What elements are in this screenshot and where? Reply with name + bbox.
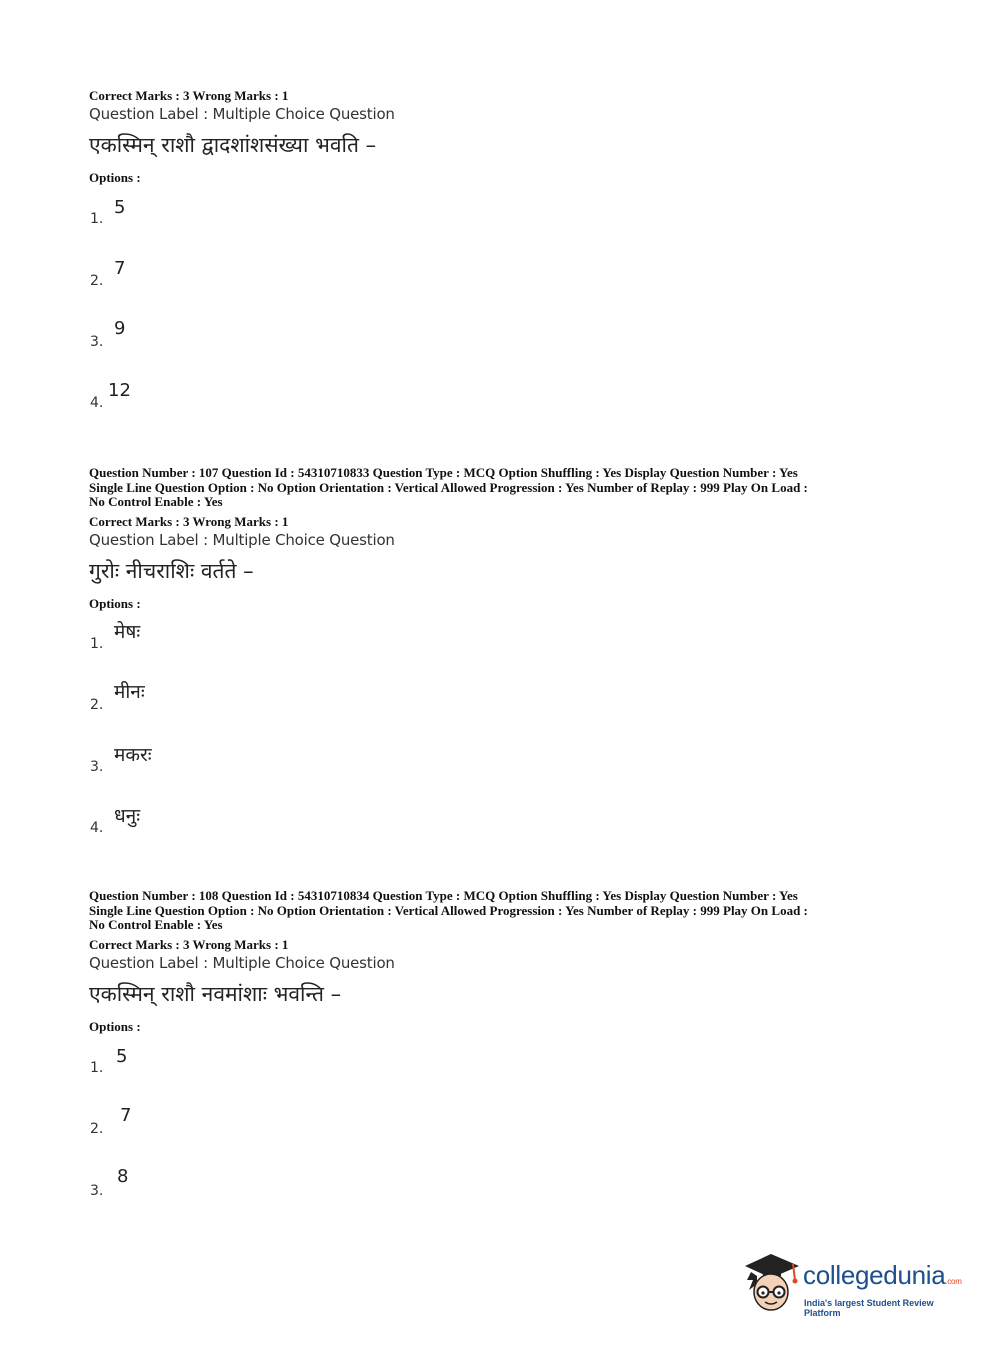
option-number: 1. <box>90 635 104 652</box>
collegedunia-logo <box>741 1250 971 1320</box>
marks-line: Correct Marks : 3 Wrong Marks : 1 <box>89 936 289 952</box>
option-2 <box>89 256 919 318</box>
option-1 <box>89 1043 919 1105</box>
option-value: मकरः <box>114 743 152 766</box>
meta-line: Single Line Question Option : No Option Orientation : Vertical Allowed Progression : Yes Number of Replay : 999 Play On Load : <box>89 902 808 918</box>
option-4 <box>89 379 919 441</box>
options-list <box>89 1043 919 1228</box>
option-number: 3. <box>90 1182 104 1199</box>
option-value: 9 <box>114 318 126 339</box>
option-number: 1. <box>90 211 104 227</box>
option-3 <box>89 317 919 379</box>
question-106 <box>89 88 919 440</box>
option-value: 12 <box>108 379 131 401</box>
question-text: गुरोः नीचराशिः वर्तते – <box>89 558 254 583</box>
option-number: 1. <box>90 1059 104 1076</box>
option-value: मीनः <box>114 681 145 703</box>
question-label: Question Label : Multiple Choice Question <box>89 953 395 972</box>
option-value: 5 <box>114 197 126 218</box>
question-meta <box>89 889 919 933</box>
meta-line: Question Number : 108 Question Id : 54310710834 Question Type : MCQ Option Shuffling : Yes Display Question Number : Yes <box>89 888 798 903</box>
meta-line: Single Line Question Option : No Option Orientation : Vertical Allowed Progression : Yes Number of Replay : 999 Play On Load : <box>89 479 808 495</box>
option-1 <box>89 618 919 680</box>
option-value: मेषः <box>114 620 141 643</box>
options-list <box>89 194 919 440</box>
option-value: 7 <box>114 257 126 279</box>
option-4 <box>89 802 919 864</box>
options-label: Options : <box>89 1018 141 1034</box>
meta-line: Question Number : 107 Question Id : 54310710833 Question Type : MCQ Option Shuffling : Yes Display Question Number : Yes <box>89 465 798 480</box>
option-number: 3. <box>90 334 104 350</box>
option-3 <box>89 1166 919 1228</box>
option-value: धनुः <box>114 805 141 827</box>
option-2 <box>89 679 919 741</box>
question-label: Question Label : Multiple Choice Question <box>89 105 395 123</box>
question-meta <box>89 466 919 510</box>
option-number: 2. <box>90 272 104 289</box>
mascot-icon <box>741 1250 803 1316</box>
marks-line: Correct Marks : 3 Wrong Marks : 1 <box>89 88 289 103</box>
option-2 <box>89 1104 919 1166</box>
question-107 <box>89 466 919 864</box>
marks-line: Correct Marks : 3 Wrong Marks : 1 <box>89 513 289 529</box>
option-3 <box>89 741 919 803</box>
option-number: 3. <box>90 758 104 775</box>
logo-domain-suffix: .com <box>945 1277 962 1286</box>
options-label: Options : <box>89 170 141 185</box>
option-number: 4. <box>90 394 104 411</box>
logo-tagline: India's largest Student Review Platform <box>804 1298 934 1318</box>
option-value: 5 <box>116 1045 128 1067</box>
option-number: 2. <box>90 697 104 713</box>
meta-line: No Control Enable : Yes <box>89 494 223 509</box>
option-1 <box>89 194 919 256</box>
question-text: एकस्मिन् राशौ द्वादशांशसंख्या भवति – <box>89 133 377 157</box>
option-number: 4. <box>90 820 104 836</box>
options-label: Options : <box>89 595 141 611</box>
question-label: Question Label : Multiple Choice Question <box>89 530 395 549</box>
option-number: 2. <box>90 1121 104 1137</box>
meta-line: No Control Enable : Yes <box>89 917 223 932</box>
option-value: 7 <box>120 1105 132 1126</box>
options-list <box>89 618 919 864</box>
question-text: एकस्मिन् राशौ नवमांशाः भवन्ति – <box>89 981 342 1006</box>
logo-wordmark: collegedunia.com <box>803 1260 962 1290</box>
question-108 <box>89 889 919 1227</box>
option-value: 8 <box>117 1165 129 1187</box>
